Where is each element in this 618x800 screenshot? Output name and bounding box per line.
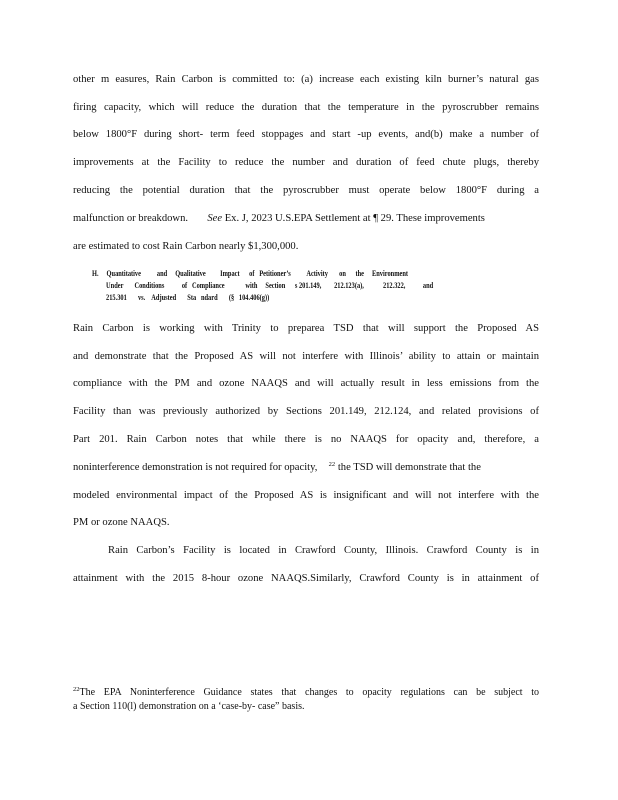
paragraph-1-line-2: firing capacity, which will reduce the duration that the temperature in the pyroscrubber remains [73, 102, 539, 113]
paragraph-2-line-8: PM or ozone NAAQS. [73, 517, 170, 528]
paragraph-2-line-4: Facility than was previously authorized by Sections 201.149, 212.124, and related provisions of [73, 406, 539, 417]
paragraph-2-line-3: compliance with the PM and ozone NAAQS and will actually result in less emissions from the [73, 378, 539, 389]
paragraph-2-line-6-start: noninterference demonstration is not required for opacity, [73, 462, 318, 473]
footnote-reference: 22 [328, 461, 336, 468]
paragraph-2-line-2: and demonstrate that the Proposed AS will not interfere with Illinois’ ability to attain or maintain [73, 351, 539, 362]
paragraph-1-line-5: reducing the potential duration that the pyroscrubber must operate below 1800°F during a [73, 185, 539, 196]
citation-see: See [207, 213, 223, 224]
paragraph-2-line-6 [73, 461, 539, 475]
paragraph-1-line-7: are estimated to cost Rain Carbon nearly $1,300,000. [73, 241, 299, 252]
paragraph-1-line-6 [73, 212, 539, 226]
paragraph-2-line-6-end: the TSD will demonstrate that the [337, 462, 481, 473]
paragraph-3-line-1: Rain Carbon’s Facility is located in Crawford County, Illinois. Crawford County is in [108, 545, 539, 556]
section-heading-line-1: H. Quantitative and Qualitative Impact of Petitioner’s Activity on the Environment [92, 269, 409, 278]
footnote-line-1 [73, 686, 539, 699]
footnote-line-2: a Section 110(l) demonstration on a ‘case-by- case” basis. [73, 701, 305, 712]
paragraph-1-line-6-start: malfunction or breakdown. [73, 213, 189, 224]
section-heading-line-2: Under Conditions of Compliance with Section s 201.149, 212.123(a), 212.322, and [106, 281, 434, 290]
citation-text: Ex. J, 2023 U.S.EPA Settlement at ¶ 29. These improvements [224, 213, 485, 224]
section-heading [92, 268, 434, 304]
paragraph-3-line-2: attainment with the 2015 8-hour ozone NAAQS.Similarly, Crawford County is in attainment of [73, 573, 539, 584]
footnote-number: 22 [73, 686, 80, 693]
paragraph-1-line-3: below 1800°F during short- term feed stoppages and start -up events, and(b) make a number of [73, 129, 539, 140]
footnote-text-1: The EPA Noninterference Guidance states that changes to opacity regulations can be subject to [79, 687, 539, 698]
paragraph-1-line-4: improvements at the Facility to reduce the number and duration of feed chute plugs, thereby [73, 157, 539, 168]
paragraph-2-line-7: modeled environmental impact of the Proposed AS is insignificant and will not interfere with the [73, 490, 539, 501]
paragraph-2-line-1: Rain Carbon is working with Trinity to preparea TSD that will support the Proposed AS [73, 323, 539, 334]
section-heading-line-3: 215.301 vs. Adjusted Sta ndard (§ 104.406(g)) [106, 293, 270, 302]
paragraph-2-line-5: Part 201. Rain Carbon notes that while there is no NAAQS for opacity and, therefore, a [73, 434, 539, 445]
paragraph-1-line-1: other m easures, Rain Carbon is committed to: (a) increase each existing kiln burner’s natural gas [73, 74, 539, 85]
